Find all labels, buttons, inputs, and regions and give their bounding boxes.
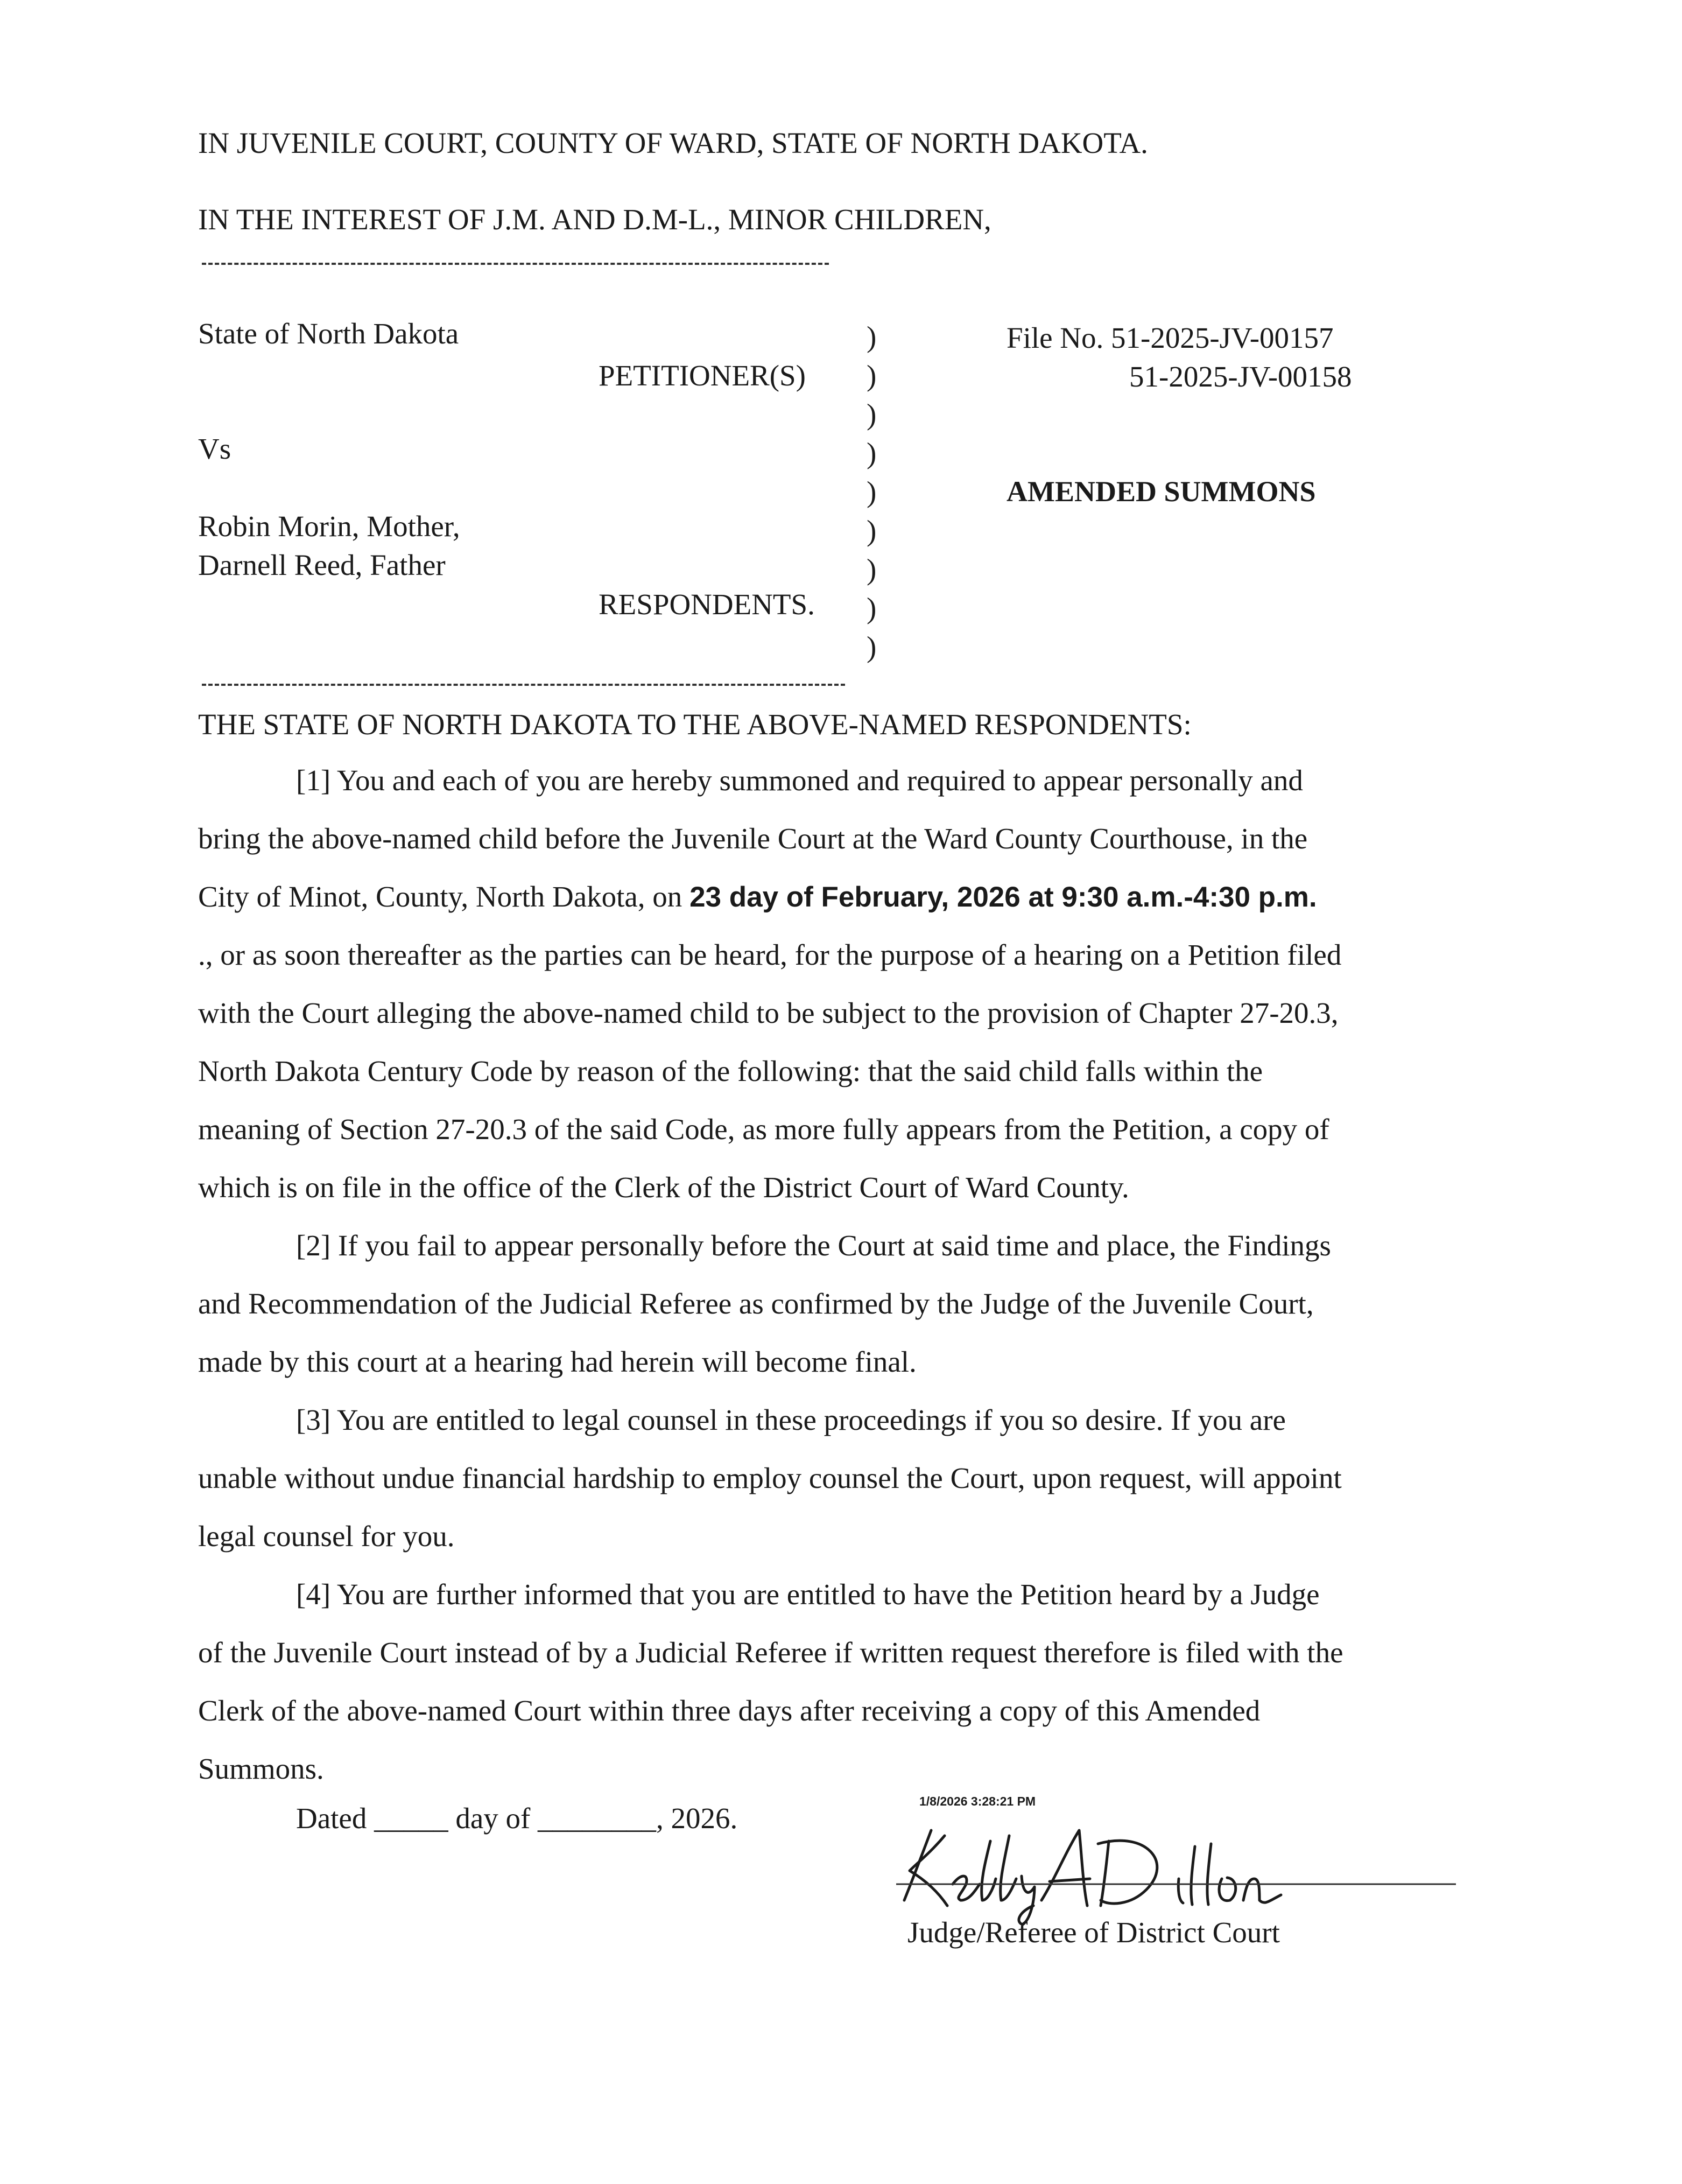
- caption-paren: ): [867, 359, 877, 392]
- petitioner-name: State of North Dakota: [198, 317, 459, 350]
- caption-paren: ): [867, 437, 877, 469]
- paragraph-1-line: ., or as soon thereafter as the parties can be heard, for the purpose of a hearing on a Petition filed: [198, 938, 1342, 971]
- petitioner-role: PETITIONER(S): [599, 359, 806, 392]
- caption-paren: ): [867, 475, 877, 508]
- paragraph-1-line: bring the above-named child before the Juvenile Court at the Ward County Courthouse, in the: [198, 822, 1308, 855]
- paragraph-1-line: meaning of Section 27-20.3 of the said Code, as more fully appears from the Petition, a copy of: [198, 1113, 1329, 1146]
- signature-timestamp: 1/8/2026 3:28:21 PM: [919, 1794, 1036, 1808]
- file-number-1: File No. 51-2025-JV-00157: [1007, 321, 1334, 354]
- hearing-location-text: City of Minot, County, North Dakota, on: [198, 880, 690, 913]
- dated-line: Dated _____ day of ________, 2026.: [296, 1802, 738, 1835]
- paragraph-4-line: [4] You are further informed that you are entitled to have the Petition heard by a Judge: [296, 1578, 1320, 1611]
- caption-paren: ): [867, 630, 877, 663]
- document-title: AMENDED SUMMONS: [1007, 475, 1316, 508]
- divider-top: [202, 263, 829, 265]
- caption-paren: ): [867, 398, 877, 431]
- paragraph-1-line-hearing-date: [198, 882, 1317, 911]
- paragraph-2-line: made by this court at a hearing had herein will become final.: [198, 1345, 917, 1378]
- caption-paren: ): [867, 553, 877, 586]
- respondent-mother: Robin Morin, Mother,: [198, 510, 460, 543]
- paragraph-3-line: [3] You are entitled to legal counsel in these proceedings if you so desire. If you are: [296, 1403, 1286, 1436]
- paragraph-1-line: North Dakota Century Code by reason of the following: that the said child falls within the: [198, 1055, 1263, 1087]
- respondent-father: Darnell Reed, Father: [198, 549, 446, 581]
- paragraph-4-line: of the Juvenile Court instead of by a Judicial Referee if written request therefore is filed with the: [198, 1636, 1343, 1669]
- signer-title: Judge/Referee of District Court: [907, 1916, 1280, 1949]
- court-heading: IN JUVENILE COURT, COUNTY OF WARD, STATE OF NORTH DAKOTA.: [198, 127, 1148, 159]
- paragraph-2-line: [2] If you fail to appear personally before the Court at said time and place, the Findings: [296, 1229, 1331, 1262]
- divider-bottom: [202, 684, 845, 686]
- paragraph-1-line: which is on file in the office of the Clerk of the District Court of Ward County.: [198, 1171, 1129, 1204]
- paragraph-1-line: with the Court alleging the above-named child to be subject to the provision of Chapter 27-20.3,: [198, 996, 1339, 1029]
- signature-graphic: [893, 1820, 1464, 1927]
- versus-label: Vs: [198, 432, 231, 465]
- paragraph-4-line: Summons.: [198, 1752, 324, 1785]
- file-number-2: 51-2025-JV-00158: [1129, 360, 1352, 393]
- paragraph-1-line: [1] You and each of you are hereby summoned and required to appear personally and: [296, 764, 1303, 797]
- respondent-role: RESPONDENTS.: [599, 588, 815, 621]
- paragraph-3-line: unable without undue financial hardship to employ counsel the Court, upon request, will appoint: [198, 1462, 1342, 1494]
- hearing-date-time: 23 day of February, 2026 at 9:30 a.m.-4:30 p.m.: [689, 881, 1317, 913]
- caption-paren: ): [867, 514, 877, 547]
- interest-heading: IN THE INTEREST OF J.M. AND D.M-L., MINOR CHILDREN,: [198, 203, 991, 236]
- paragraph-4-line: Clerk of the above-named Court within three days after receiving a copy of this Amended: [198, 1694, 1261, 1727]
- paragraph-2-line: and Recommendation of the Judicial Referee as confirmed by the Judge of the Juvenile Court,: [198, 1287, 1314, 1320]
- caption-paren: ): [867, 592, 877, 624]
- caption-paren: ): [867, 320, 877, 353]
- address-line: THE STATE OF NORTH DAKOTA TO THE ABOVE-NAMED RESPONDENTS:: [198, 708, 1192, 741]
- paragraph-3-line: legal counsel for you.: [198, 1520, 455, 1553]
